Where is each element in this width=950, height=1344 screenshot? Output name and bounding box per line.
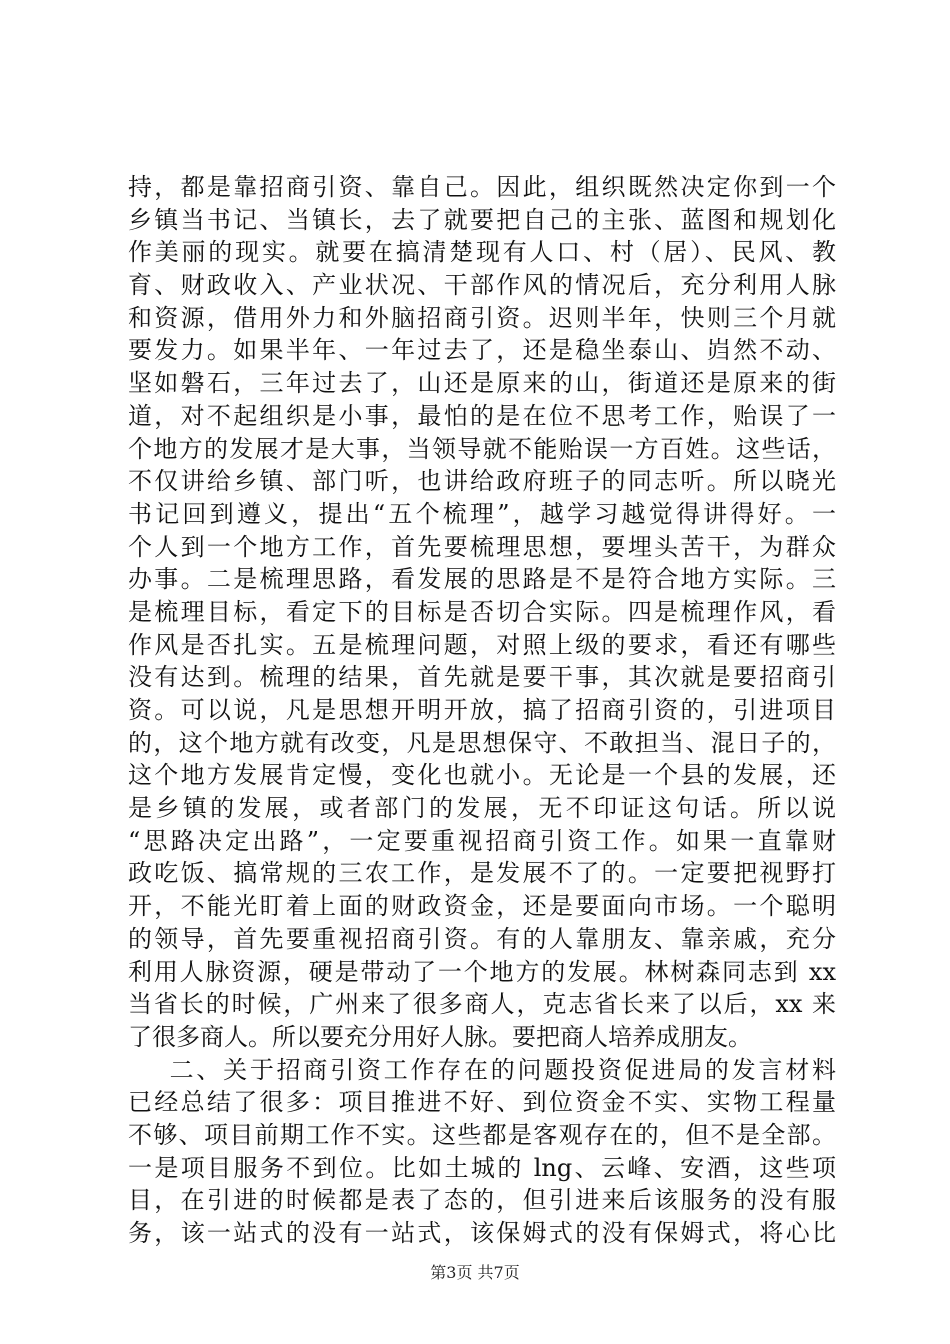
text-line: 作美丽的现实。就要在搞清楚现有人口、村（居）、民风、教	[128, 238, 836, 267]
text-line: 作风是否扎实。五是梳理问题，对照上级的要求，看还有哪些	[128, 630, 836, 659]
text-line: 当省长的时候，广州来了很多商人，克志省长来了以后，xx 来	[128, 990, 836, 1019]
text-line: 办事。二是梳理思路，看发展的思路是不是符合地方实际。三	[128, 565, 836, 594]
text-line: 这个地方发展肯定慢，变化也就小。无论是一个县的发展，还	[128, 761, 836, 790]
text-line: “思路决定出路”，一定要重视招商引资工作。如果一直靠财	[128, 826, 836, 855]
text-line: 乡镇当书记、当镇长，去了就要把自己的主张、蓝图和规划化	[128, 205, 836, 234]
text-line: 的领导，首先要重视招商引资。有的人靠朋友、靠亲戚，充分	[128, 924, 836, 953]
text-line: 一是项目服务不到位。比如土城的 lng、云峰、安酒，这些项	[128, 1153, 836, 1182]
document-body	[128, 171, 836, 1250]
text-line: 开，不能光盯着上面的财政资金，还是要面向市场。一个聪明	[128, 892, 836, 921]
text-line: 资。可以说，凡是思想开明开放，搞了招商引资的，引进项目	[128, 696, 836, 724]
text-line: 目，在引进的时候都是表了态的，但引进来后该服务的没有服	[128, 1186, 836, 1215]
text-line: 是梳理目标，看定下的目标是否切合实际。四是梳理作风，看	[128, 597, 836, 626]
text-line: 了很多商人。所以要充分用好人脉。要把商人培养成朋友。	[128, 1022, 752, 1051]
text-line: 育、财政收入、产业状况、干部作风的情况后，充分利用人脉	[128, 271, 836, 300]
text-line: 的，这个地方就有改变，凡是思想保守、不敢担当、混日子的，	[128, 728, 836, 757]
text-line: 书记回到遵义，提出“五个梳理”，越学习越觉得讲得好。一	[128, 499, 836, 528]
text-line: 是乡镇的发展，或者部门的发展，无不印证这句话。所以说	[128, 794, 836, 823]
text-line: 道，对不起组织是小事，最怕的是在位不思考工作，贻误了一	[128, 401, 836, 430]
text-line: 不仅讲给乡镇、部门听，也讲给政府班子的同志听。所以晓光	[128, 467, 836, 496]
page-footer: 第3页 共7页	[430, 1263, 520, 1282]
text-line: 持，都是靠招商引资、靠自己。因此，组织既然决定你到一个	[128, 173, 836, 201]
text-line: 不够、项目前期工作不实。这些都是客观存在的，但不是全部。	[128, 1120, 836, 1149]
text-line: 要发力。如果半年、一年过去了，还是稳坐泰山、岿然不动、	[128, 336, 836, 365]
text-line: 政吃饭、搞常规的三农工作，是发展不了的。一定要把视野打	[128, 859, 836, 888]
text-line: 坚如磐石，三年过去了，山还是原来的山，街道还是原来的街	[128, 369, 836, 398]
text-line: 个地方的发展才是大事，当领导就不能贻误一方百姓。这些话，	[128, 434, 836, 463]
text-line: 务，该一站式的没有一站式，该保姆式的没有保姆式，将心比	[128, 1219, 836, 1247]
text-line: 没有达到。梳理的结果，首先就是要干事，其次就是要招商引	[128, 663, 836, 692]
text-line: 和资源，借用外力和外脑招商引资。迟则半年，快则三个月就	[128, 303, 836, 332]
text-line: 已经总结了很多：项目推进不好、到位资金不实、实物工程量	[128, 1088, 836, 1117]
text-line: 个人到一个地方工作，首先要梳理思想，要埋头苦干，为群众	[128, 532, 836, 561]
text-line: 二、关于招商引资工作存在的问题投资促进局的发言材料	[128, 1055, 836, 1084]
text-line: 利用人脉资源，硬是带动了一个地方的发展。林树森同志到 xx	[128, 957, 836, 986]
